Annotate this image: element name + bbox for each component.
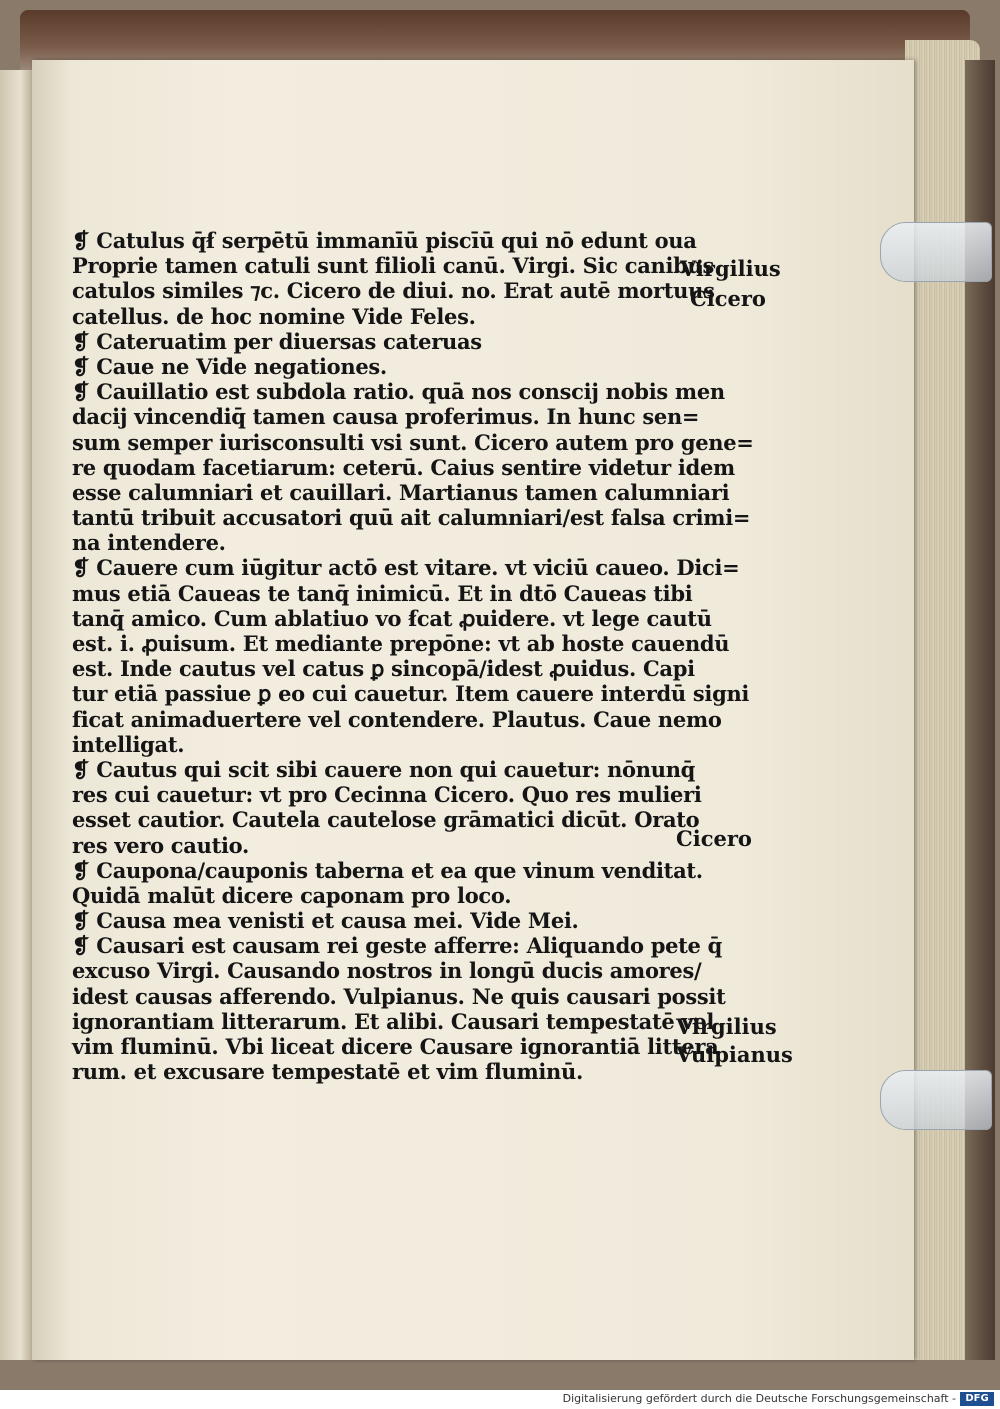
text-line: idest causas afferendo. Vulpianus. Ne quis causari possit	[72, 983, 726, 1009]
text-line: tanq̄ amico. Cum ablatiuo vo ẜcat ꝓuidere. vt lege cautū	[72, 605, 712, 631]
text-line: na intendere.	[72, 530, 226, 556]
text-line: est. i. ꝓuisum. Et mediante prepōne: vt ab hoste cauendū	[72, 631, 730, 656]
text-line: res cui cauetur: vt pro Cecinna Cicero. Quo res mulieri	[72, 782, 702, 808]
text-line: excuso Virgi. Causando nostros in longū ducis amores/	[72, 958, 702, 984]
text-line: res vero cautio.	[72, 832, 249, 858]
footer-credit: Digitalisierung gefördert durch die Deutsche Forschungsgemeinschaft -	[562, 1392, 956, 1405]
text-line: re quodam facetiarum: ceterū. Caius sentire videtur idem	[72, 454, 735, 480]
text-line: intelligat.	[72, 731, 185, 757]
text-line: tantū tribuit accusatori quū ait calumniari/est falsa crimi=	[72, 505, 751, 531]
text-line: ❡ Causari est causam rei geste afferre: Aliquando pete q̄	[72, 933, 723, 959]
text-line: ❡ Cauillatio est subdola ratio. quā nos conscij nobis men	[72, 379, 725, 405]
text-line: ❡ Causa mea venisti et causa mei. Vide Mei.	[72, 908, 579, 934]
text-line: dacij vincendiq̄ tamen causa proferimus. In hunc sen=	[72, 404, 700, 430]
text-line: mus etiā Caueas te tanq̄ inimicū. Et in dtō Caueas tibi	[72, 580, 693, 606]
text-line: catulos similes ⁊c. Cicero de diui. no. Erat autē mortuus	[72, 278, 715, 304]
text-line: ❡ Cateruatim per diuersas cateruas	[72, 328, 482, 354]
text-line: ❡ Cautus qui scit sibi cauere non qui cauetur: nōnunq̄	[72, 756, 696, 782]
text-line: ❡ Catulus q̄ẜ serpētū immanīū piscīū qui nō edunt oua	[72, 228, 697, 253]
text-line: ignorantiam litterarum. Et alibi. Causari tempestatē vel	[72, 1008, 715, 1034]
text-line: ❡ Caue ne Vide negationes.	[72, 353, 387, 379]
facing-page-sliver	[0, 70, 34, 1360]
page-clip-bottom	[880, 1070, 992, 1130]
text-line: vim fluminū. Vbi liceat dicere Causare ignorantiā littera	[72, 1034, 719, 1059]
text-line: rum. et excusare tempestatē et vim fluminū.	[72, 1059, 583, 1085]
text-line: Proprie tamen catuli sunt filioli canū. Virgi. Sic canibus	[72, 253, 715, 279]
margin-note: Cicero	[690, 286, 766, 311]
text-line: ficat animaduertere vel contendere. Plautus. Caue nemo	[72, 706, 722, 732]
margin-note: Virgilius	[676, 1014, 777, 1039]
dfg-logo: DFG	[960, 1392, 994, 1406]
margin-note: Cicero	[676, 826, 752, 851]
text-line: Quidā malūt dicere caponam pro loco.	[72, 882, 512, 908]
margin-note: Virgilius	[680, 256, 781, 281]
page-clip-top	[880, 222, 992, 282]
text-line: sum semper iurisconsulti vsi sunt. Cicero autem pro gene=	[72, 429, 754, 455]
text-line: est. Inde cautus vel catus ꝑ sincopā/idest ꝓuidus. Capi	[72, 656, 695, 682]
text-line: tur etiā passiue ꝑ eo cui cauetur. Item cauere interdū signi	[72, 681, 750, 707]
text-line: esset cautior. Cautela cautelose grāmatici dicūt. Orato	[72, 807, 700, 833]
text-line: esse calumniari et cauillari. Martianus tamen calumniari	[72, 479, 730, 505]
margin-note: Vulpianus	[676, 1042, 793, 1067]
text-line: catellus. de hoc nomine Vide Feles.	[72, 303, 476, 329]
text-line: ❡ Cauere cum iūgitur actō est vitare. vt viciū caueo. Dici=	[72, 555, 740, 581]
text-line: ❡ Caupona/cauponis taberna et ea que vinum venditat.	[72, 857, 703, 883]
